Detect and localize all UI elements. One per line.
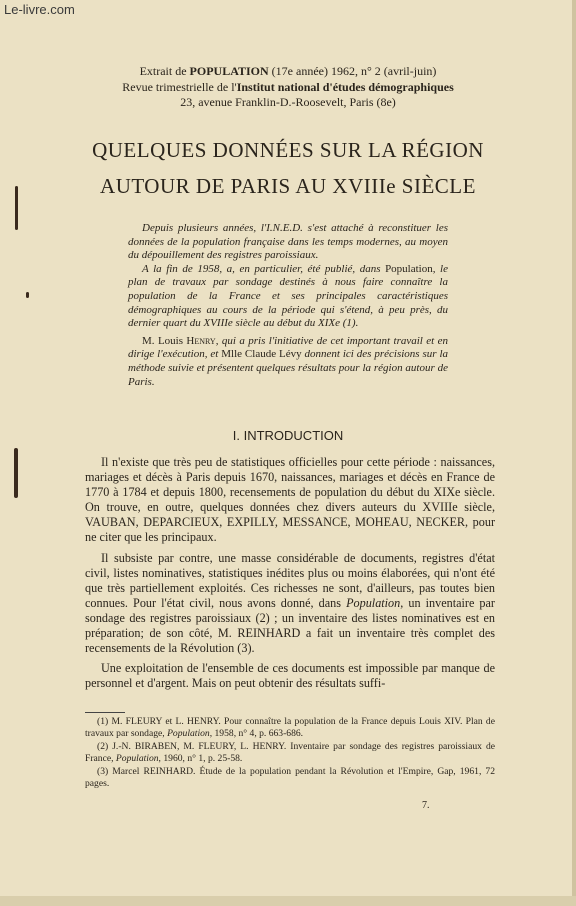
body-paragraph-1: Il n'existe que très peu de statistiques officielles pour cette période : naissances, mariages et décès à Paris depuis 1670, naissances, mariages et décès en France de 1770 à 1784 et depuis 1800, recensements de population du début du XIXe siècle. On trouve, en outre, quelques données chez divers auteurs du XVIIIe siècle, VAUBAN, DEPARCIEUX, EXPILLY, MESSANCE, MOHEAU, NECKER, pour ne citer que les principaux. — [85, 455, 495, 545]
body-paragraph-3: Une exploitation de l'ensemble de ces documents est impossible par manque de personnel et d'argent. Mais on peut obtenir des résultats suffi- — [85, 661, 495, 691]
footnote-1: (1) M. FLEURY et L. HENRY. Pour connaître la population de la France depuis Louis XIV. Plan de travaux par sondage, Population, 1958, n° 4, p. 663-686. — [85, 716, 495, 740]
institute-line: Revue trimestrielle de l'Institut national d'études démographiques — [122, 80, 454, 94]
margin-ink-mark — [14, 448, 18, 498]
address-line: 23, avenue Franklin-D.-Roosevelt, Paris (8e) — [180, 95, 396, 109]
abstract-paragraph-3: M. Louis Henry, qui a pris l'initiative de cet important travail et en dirige l'exécution, et Mlle Claude Lévy donnent ici des précisions sur la méthode suivie et présentent quelques résultats pour la région autour de Paris. — [128, 334, 449, 388]
page-edge-right — [572, 0, 576, 906]
abstract-paragraph-2: A la fin de 1958, a, en particulier, été publié, dans Population, le plan de travaux par sondage destinés à nous faire connaître la population de la France et ses principales caractéristiques démographiques au cours de la période qui s'étend, à peu près, du dernier quart du XVIIIe siècle au début du XIXe (1). — [128, 262, 448, 330]
journal-name: POPULATION — [189, 64, 269, 78]
body-paragraph-2: Il subsiste par contre, une masse considérable de documents, registres d'état civil, listes nominatives, statistiques inédites plus ou moins élaborées, qui n'ont été que très partiellement exploités. Ces richesses ne sont, d'ailleurs, pas toutes bien connues. Pour l'état civil, nous avons donné, dans Population, un inventaire par sondage des registres paroissiaux (2) ; un inventaire des listes nominatives est en préparation; de son côté, M. REINHARD a fait un inventaire très complet des recensements de la Révolution (3). — [85, 550, 495, 656]
article-title-line-1: QUELQUES DONNÉES SUR LA RÉGION — [92, 138, 484, 162]
institute-name: Institut national d'études démographiques — [236, 80, 454, 94]
footnote-2: (2) J.-N. BIRABEN, M. FLEURY, L. HENRY. Inventaire par sondage des registres paroissiaux de France, Population, 1960, n° 1, p. 25-58. — [85, 740, 495, 765]
section-heading: I. INTRODUCTION — [232, 428, 344, 443]
margin-ink-mark — [15, 186, 18, 230]
body-text — [85, 455, 495, 691]
article-title-line-2: AUTOUR DE PARIS AU XVIIIe SIÈCLE — [100, 174, 476, 198]
margin-ink-dot — [26, 292, 29, 298]
footnote-3: (3) Marcel REINHARD. Étude de la population pendant la Révolution et l'Empire, Gap, 1961, 72 pages. — [85, 765, 495, 790]
footnotes — [85, 716, 495, 790]
footnote-rule — [85, 712, 125, 713]
abstract — [128, 222, 448, 389]
watermark: Le-livre.com — [4, 2, 75, 17]
page-number: 7. — [422, 800, 430, 811]
page-edge-bottom — [0, 896, 576, 906]
offprint-line: Extrait de POPULATION (17e année) 1962, n° 2 (avril-juin) — [139, 64, 437, 78]
abstract-paragraph-1: Depuis plusieurs années, l'I.N.E.D. s'est attaché à reconstituer les données de la population française dans les temps modernes, au moyen du dépouillement des registres paroissiaux. — [128, 222, 448, 262]
